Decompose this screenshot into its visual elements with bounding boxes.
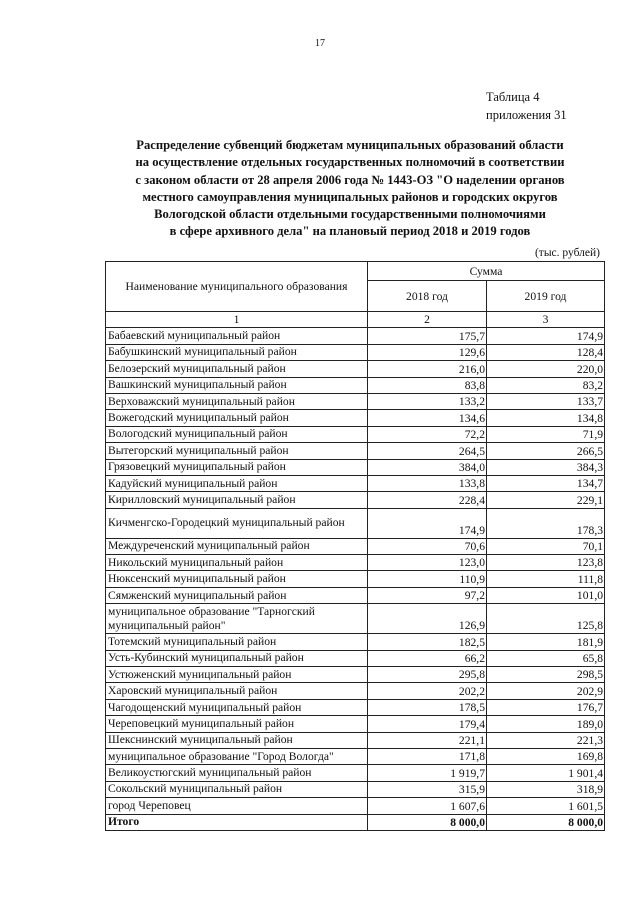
municipality-name-cell: Вожегодский муниципальный район — [106, 410, 368, 426]
value-2018-cell: 8 000,0 — [368, 814, 487, 830]
value-2018-cell: 179,4 — [368, 716, 487, 732]
title-line: местного самоуправления муниципальных районов и городских округов — [142, 189, 558, 204]
municipality-name-cell: Вологодский муниципальный район — [106, 426, 368, 442]
table-row — [106, 443, 605, 459]
header-name-column: Наименование муниципального образования — [106, 262, 368, 312]
value-2018-cell: 129,6 — [368, 344, 487, 360]
table-row — [106, 699, 605, 715]
value-2019-cell: 101,0 — [487, 587, 605, 603]
value-2018-cell: 134,6 — [368, 410, 487, 426]
document-title — [100, 137, 600, 241]
table-label — [486, 88, 567, 124]
municipality-name-cell: Усть-Кубинский муниципальный район — [106, 650, 368, 666]
municipality-name-cell: Кадуйский муниципальный район — [106, 475, 368, 491]
title-line: Распределение субвенций бюджетам муниципальных образований области — [136, 138, 564, 152]
column-number: 2 — [368, 312, 487, 328]
municipality-name-cell: Сямженский муниципальный район — [106, 587, 368, 603]
units-note: (тыс. рублей) — [534, 247, 600, 259]
value-2019-cell: 83,2 — [487, 377, 605, 393]
column-number: 3 — [487, 312, 605, 328]
table-row — [106, 571, 605, 587]
value-2018-cell: 295,8 — [368, 667, 487, 683]
municipality-name-cell: муниципальное образование "Тарногский муниципальный район" — [106, 604, 368, 634]
value-2018-cell: 66,2 — [368, 650, 487, 666]
table-row — [106, 377, 605, 393]
table-row — [106, 604, 605, 634]
value-2018-cell: 72,2 — [368, 426, 487, 442]
table-label-line: Таблица 4 — [486, 90, 540, 104]
value-2019-cell: 1 601,5 — [487, 798, 605, 814]
title-line: на осуществление отдельных государственных полномочий в соответствии — [135, 155, 565, 170]
column-number-row — [106, 312, 605, 328]
value-2018-cell: 178,5 — [368, 699, 487, 715]
value-2019-cell: 65,8 — [487, 650, 605, 666]
value-2019-cell: 169,8 — [487, 748, 605, 764]
value-2019-cell: 133,7 — [487, 393, 605, 409]
table-row — [106, 650, 605, 666]
value-2019-cell: 318,9 — [487, 781, 605, 797]
value-2018-cell: 182,5 — [368, 634, 487, 650]
value-2019-cell: 134,7 — [487, 475, 605, 491]
municipality-name-cell: Бабушкинский муниципальный район — [106, 344, 368, 360]
municipality-name-cell: Верховажский муниципальный район — [106, 393, 368, 409]
municipality-name-cell: Устюженский муниципальный район — [106, 667, 368, 683]
value-2019-cell: 202,9 — [487, 683, 605, 699]
municipality-name-cell: Кичменгско-Городецкий муниципальный район — [106, 508, 368, 538]
header-year-2018: 2018 год — [368, 281, 487, 312]
value-2019-cell: 266,5 — [487, 443, 605, 459]
value-2018-cell: 384,0 — [368, 459, 487, 475]
table-row — [106, 683, 605, 699]
value-2018-cell: 133,2 — [368, 393, 487, 409]
value-2018-cell: 126,9 — [368, 604, 487, 634]
table-row — [106, 716, 605, 732]
municipality-name-cell: Нюксенский муниципальный район — [106, 571, 368, 587]
value-2019-cell: 8 000,0 — [487, 814, 605, 830]
municipality-name-cell: Итого — [106, 814, 368, 830]
value-2019-cell: 111,8 — [487, 571, 605, 587]
value-2018-cell: 110,9 — [368, 571, 487, 587]
value-2019-cell: 229,1 — [487, 492, 605, 508]
municipality-name-cell: муниципальное образование "Город Вологда" — [106, 748, 368, 764]
value-2019-cell: 220,0 — [487, 361, 605, 377]
value-2018-cell: 175,7 — [368, 328, 487, 344]
value-2018-cell: 264,5 — [368, 443, 487, 459]
table-row — [106, 328, 605, 344]
header-year-2019: 2019 год — [487, 281, 605, 312]
table-row — [106, 798, 605, 814]
table-row — [106, 781, 605, 797]
value-2019-cell: 176,7 — [487, 699, 605, 715]
value-2018-cell: 97,2 — [368, 587, 487, 603]
table-row — [106, 475, 605, 491]
municipality-name-cell: Шекснинский муниципальный район — [106, 732, 368, 748]
table-row — [106, 361, 605, 377]
title-line: Вологодской области отдельными государственными полномочиями — [154, 207, 546, 222]
table-row — [106, 459, 605, 475]
table-row — [106, 393, 605, 409]
table-body — [106, 312, 605, 831]
value-2018-cell: 1 607,6 — [368, 798, 487, 814]
table-row — [106, 555, 605, 571]
municipality-name-cell: Тотемский муниципальный район — [106, 634, 368, 650]
table-row — [106, 508, 605, 538]
title-line: в сфере архивного дела" на плановый период 2018 и 2019 годов — [169, 224, 531, 239]
municipality-name-cell: Никольский муниципальный район — [106, 555, 368, 571]
municipality-name-cell: Кирилловский муниципальный район — [106, 492, 368, 508]
value-2019-cell: 128,4 — [487, 344, 605, 360]
value-2019-cell: 298,5 — [487, 667, 605, 683]
value-2018-cell: 228,4 — [368, 492, 487, 508]
value-2019-cell: 178,3 — [487, 508, 605, 538]
table-row — [106, 667, 605, 683]
value-2019-cell: 189,0 — [487, 716, 605, 732]
value-2019-cell: 71,9 — [487, 426, 605, 442]
municipality-name-cell: Чагодощенский муниципальный район — [106, 699, 368, 715]
title-line: с законом области от 28 апреля 2006 года № 1443-ОЗ "О наделении органов — [135, 172, 565, 187]
total-row — [106, 814, 605, 830]
municipality-name-cell: Бабаевский муниципальный район — [106, 328, 368, 344]
value-2019-cell: 221,3 — [487, 732, 605, 748]
table-row — [106, 410, 605, 426]
value-2019-cell: 70,1 — [487, 538, 605, 554]
table-label-line: приложения 31 — [486, 108, 567, 122]
table-row — [106, 634, 605, 650]
table-row — [106, 732, 605, 748]
municipality-name-cell: Харовский муниципальный район — [106, 683, 368, 699]
value-2018-cell: 1 919,7 — [368, 765, 487, 781]
municipality-name-cell: Грязовецкий муниципальный район — [106, 459, 368, 475]
table-row — [106, 426, 605, 442]
value-2019-cell: 125,8 — [487, 604, 605, 634]
value-2019-cell: 134,8 — [487, 410, 605, 426]
value-2019-cell: 181,9 — [487, 634, 605, 650]
column-number: 1 — [106, 312, 368, 328]
value-2018-cell: 171,8 — [368, 748, 487, 764]
table-row — [106, 344, 605, 360]
value-2018-cell: 202,2 — [368, 683, 487, 699]
value-2018-cell: 70,6 — [368, 538, 487, 554]
municipality-name-cell: Вытегорский муниципальный район — [106, 443, 368, 459]
value-2019-cell: 174,9 — [487, 328, 605, 344]
table-row — [106, 538, 605, 554]
table-row — [106, 748, 605, 764]
value-2018-cell: 216,0 — [368, 361, 487, 377]
value-2018-cell: 123,0 — [368, 555, 487, 571]
header-sum: Сумма — [368, 262, 605, 281]
value-2019-cell: 1 901,4 — [487, 765, 605, 781]
value-2019-cell: 123,8 — [487, 555, 605, 571]
municipality-name-cell: Междуреченский муниципальный район — [106, 538, 368, 554]
municipality-name-cell: Сокольский муниципальный район — [106, 781, 368, 797]
municipality-name-cell: Череповецкий муниципальный район — [106, 716, 368, 732]
municipality-name-cell: Вашкинский муниципальный район — [106, 377, 368, 393]
subsidy-table — [105, 261, 605, 831]
value-2018-cell: 174,9 — [368, 508, 487, 538]
table-row — [106, 492, 605, 508]
municipality-name-cell: Великоустюгский муниципальный район — [106, 765, 368, 781]
value-2018-cell: 221,1 — [368, 732, 487, 748]
municipality-name-cell: город Череповец — [106, 798, 368, 814]
municipality-name-cell: Белозерский муниципальный район — [106, 361, 368, 377]
value-2018-cell: 315,9 — [368, 781, 487, 797]
table-row — [106, 587, 605, 603]
value-2018-cell: 83,8 — [368, 377, 487, 393]
table-row — [106, 765, 605, 781]
value-2018-cell: 133,8 — [368, 475, 487, 491]
page-number: 17 — [315, 38, 325, 49]
value-2019-cell: 384,3 — [487, 459, 605, 475]
